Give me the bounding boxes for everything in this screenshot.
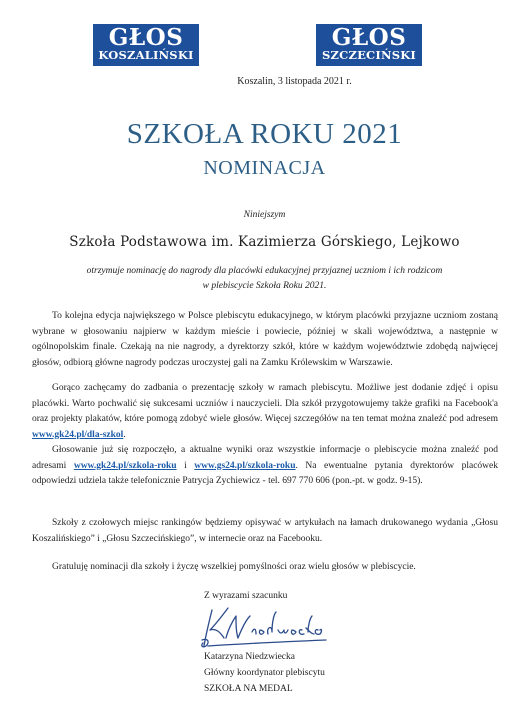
page-title: SZKOŁA ROKU 2021 bbox=[126, 118, 403, 150]
logo-right-top: GŁOS bbox=[331, 24, 407, 51]
paragraph-presentation bbox=[32, 381, 498, 443]
logo-right-bottom: SZCZECIŃSKI bbox=[322, 48, 416, 62]
logo-left-bottom: KOSZALIŃSKI bbox=[98, 48, 194, 62]
paragraph-presentation-end: . bbox=[123, 429, 126, 440]
paragraph-voting-mid: i bbox=[176, 460, 195, 471]
intro-text: Niniejszym bbox=[243, 210, 286, 220]
glos-koszalinski-logo bbox=[93, 24, 199, 66]
paragraph-voting-text2: . Na ewentualne pytania dyrektorów placówek odpowiedzi udziela także telefonicznie Patrycja Zychiewicz - tel. 697 770 606 (pon.-pt. w godz. 9-15). bbox=[32, 460, 498, 486]
gk24-szkola-roku-link[interactable]: www.gk24.pl/szkola-roku bbox=[73, 460, 177, 471]
signer-organization: SZKOŁA NA MEDAL bbox=[204, 684, 293, 694]
handwritten-signature bbox=[198, 604, 330, 650]
page-subtitle: NOMINACJA bbox=[203, 157, 326, 179]
paragraph-presentation-text: Gorąco zachęcamy do zadbania o prezentację szkoły w ramach plebiscytu. Możliwe jest dodanie zdjęć i opisu placówki. Warto pochwalić się sukcesami uczniów i nauczycieli. Dla szkół przygotowujemy także grafiki na Facebook'a oraz projekty plakatów, które pomogą zdobyć wiele głosów. Więcej szczegółów na ten temat można znaleźć pod adresem bbox=[32, 383, 498, 424]
nomination-note-line2: w plebiscycie Szkoła Roku 2021. bbox=[202, 281, 327, 291]
paragraph-about-contest: To kolejna edycja największego w Polsce plebiscytu edukacyjnego, w którym placówki przyjazne uczniom zostaną wybrane w głosowaniu najpierw w każdym mieście i powiecie, później w skali województwa, a następnie w ogólnopolskim finale. Czekają na nie nagrody, a dyrektorzy szkół, które w każdym województwie zdobędą najwięcej głosów, odbiorą główne nagrody podczas uroczystej gali na Zamku Królewskim w Warszawie. bbox=[32, 311, 498, 368]
closing-phrase: Z wyrazami szacunku bbox=[204, 591, 288, 601]
gs24-szkola-roku-link[interactable]: www.gs24.pl/szkola-roku bbox=[194, 460, 296, 471]
nomination-note-line1: otrzymuje nominację do nagrody dla placówki edukacyjnej przyjaznej uczniom i ich rodzicom bbox=[86, 266, 443, 276]
glos-szczecinski-logo bbox=[316, 24, 422, 66]
signer-name: Katarzyna Niedzwiecka bbox=[204, 652, 295, 662]
paragraph-congratulations: Gratuluję nominacji dla szkoły i życzę wszelkiej pomyślności oraz wielu głosów w plebiscycie. bbox=[52, 562, 416, 572]
paragraph-voting bbox=[32, 443, 498, 490]
paragraph-voting-text1: Głosowanie już się rozpoczęło, a aktualne wyniki oraz wszystkie informacje o plebiscycie można znaleźć pod adresami bbox=[32, 445, 498, 471]
nomination-note bbox=[60, 264, 469, 294]
dla-szkol-link[interactable]: www.gk24.pl/dla-szkol bbox=[32, 429, 124, 440]
letter-date: Koszalin, 3 listopada 2021 r. bbox=[237, 76, 352, 87]
nominated-school: Szkoła Podstawowa im. Kazimierza Górskiego, Lejkowo bbox=[69, 234, 460, 250]
paragraph-rankings: Szkoły z czołowych miejsc rankingów będziemy opisywać w artykułach na łamach drukowanego wydania „Głosu Koszalińskiego” i „Głosu Szczecińskiego”, w internecie oraz na Facebooku. bbox=[32, 518, 498, 544]
logo-left-top: GŁOS bbox=[108, 24, 184, 51]
signer-role: Główny koordynator plebiscytu bbox=[204, 668, 325, 678]
